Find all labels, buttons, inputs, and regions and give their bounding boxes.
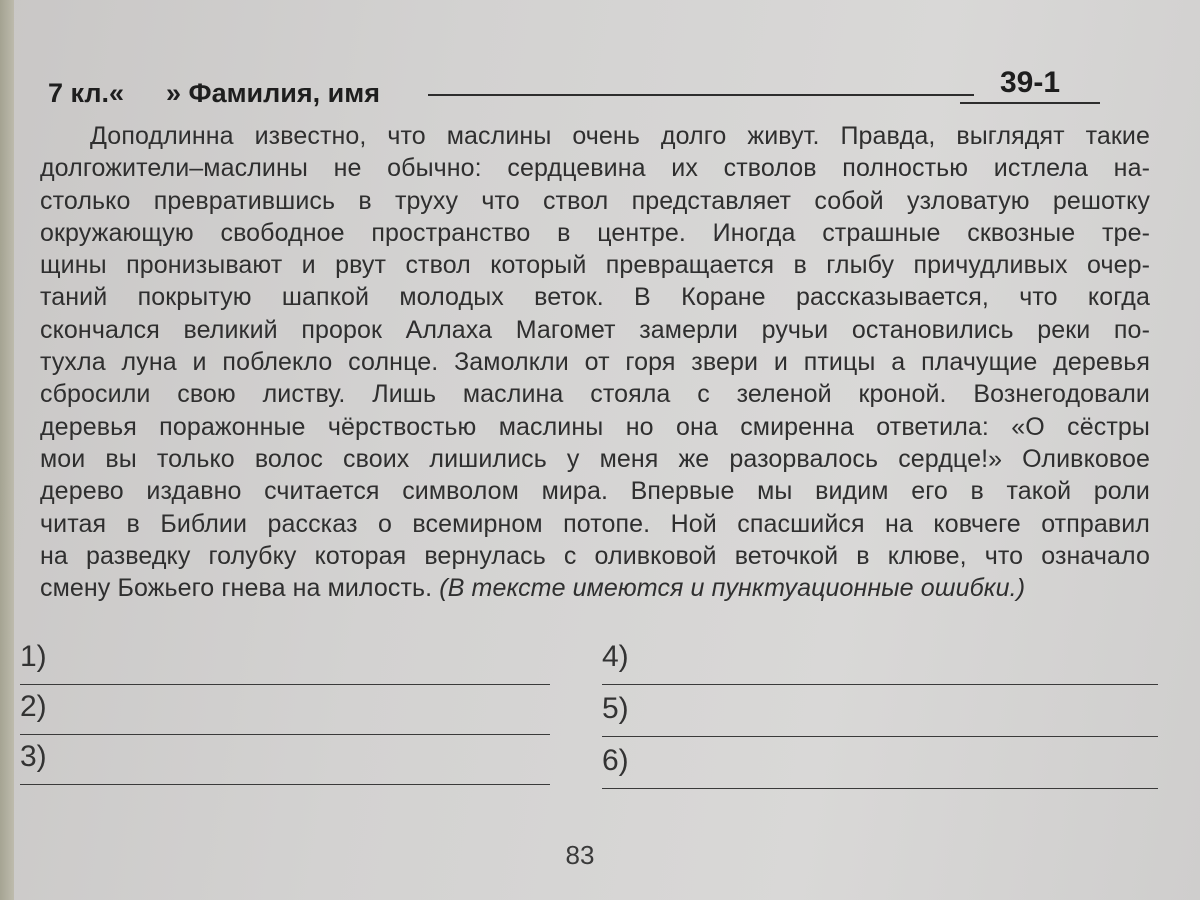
passage-line: скончался великий пророк Аллаха Магомет замерли ручьи остановились реки по- — [40, 315, 1150, 344]
answer-line-6[interactable] — [602, 744, 1158, 789]
page-edge-shadow — [0, 0, 14, 900]
answer-number: 3) — [20, 740, 47, 773]
answer-line-3[interactable] — [20, 740, 550, 785]
passage-line: читая в Библии рассказ о всемирном потопе. Ной спасшийся на ковчеге отправил — [40, 509, 1150, 538]
passage-line: дерево издавно считается символом мира. Впервые мы видим его в такой роли — [40, 477, 1150, 506]
answer-line-4[interactable] — [602, 640, 1158, 685]
passage-line: окружающую свободное пространство в центре. Иногда страшные сквозные тре- — [40, 218, 1150, 247]
worksheet-header — [48, 66, 1148, 114]
passage-last-text: смену Божьего гнева на милость. — [40, 574, 433, 603]
name-label: » Фамилия, имя — [166, 78, 380, 108]
passage-line: деревья поражонные чёрствостью маслины но она смиренна ответила: «О сёстры — [40, 412, 1150, 441]
passage-last-line — [40, 572, 1150, 604]
passage — [40, 120, 1150, 604]
answer-number: 4) — [602, 640, 629, 673]
passage-line: столько превратившись в труху что ствол представляет собой узловатую решотку — [40, 186, 1150, 215]
passage-line: сбросили свою листву. Лишь маслина стояла с зеленой кроной. Вознегодовали — [40, 380, 1150, 409]
class-label: 7 кл.« — [48, 78, 125, 108]
answer-line-1[interactable] — [20, 640, 550, 685]
page-number: 83 — [565, 840, 595, 870]
answer-number: 5) — [602, 692, 629, 725]
answer-line-2[interactable] — [20, 690, 550, 735]
passage-line: тухла луна и поблекло солнце. Замолкли от горя звери и птицы а плачущие деревья — [40, 348, 1150, 377]
passage-line: долгожители–маслины не обычно: сердцевина их стволов полностью истлела на- — [40, 154, 1150, 183]
answer-number: 6) — [602, 744, 629, 777]
passage-line: Доподлинна известно, что маслины очень долго живут. Правда, выглядят такие — [90, 122, 1150, 150]
passage-line: таний покрытую шапкой молодых веток. В Коране рассказывается, что когда — [40, 283, 1150, 312]
answer-number: 2) — [20, 690, 47, 723]
passage-line: мои вы только волос своих лишились у меня же разорвалось сердце!» Оливковое — [40, 444, 1150, 473]
answer-line-5[interactable] — [602, 692, 1158, 737]
exercise-code: 39-1 — [960, 66, 1100, 104]
passage-line: щины пронизывают и рвут ствол который превращается в глыбу причудливых очер- — [40, 251, 1150, 280]
answer-number: 1) — [20, 640, 47, 673]
errors-note: (В тексте имеются и пунктуационные ошибки.) — [439, 574, 1026, 603]
answer-lines — [20, 640, 1160, 800]
passage-line: на разведку голубку которая вернулась с оливковой веточкой в клюве, что означало — [40, 541, 1150, 570]
name-blank-line[interactable] — [428, 94, 974, 96]
